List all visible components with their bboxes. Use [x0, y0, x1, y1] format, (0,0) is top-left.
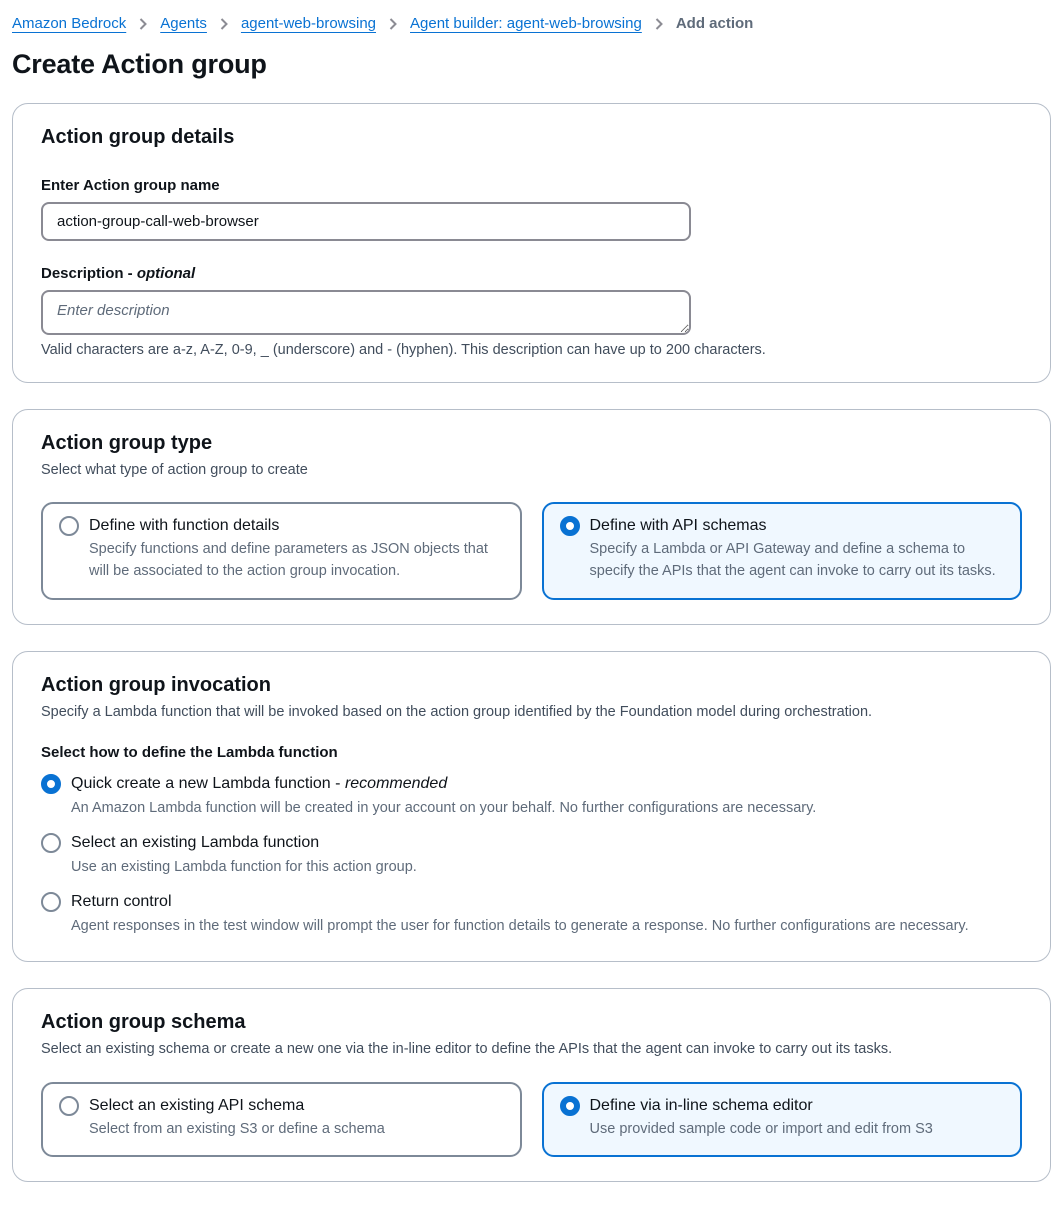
tile-description: Specify a Lambda or API Gateway and define a schema to specify the APIs that the agent can invoke to carry out its tasks.	[589, 541, 996, 580]
chevron-right-icon	[385, 16, 401, 32]
radio-unselected-icon[interactable]	[41, 892, 61, 912]
tile-define-with-function-details[interactable]	[41, 502, 522, 600]
description-textarea[interactable]	[41, 290, 691, 335]
description-optional-text: optional	[136, 265, 196, 282]
chevron-right-icon	[135, 16, 151, 32]
breadcrumb-link-agent-builder[interactable]: Agent builder: agent-web-browsing	[410, 15, 642, 32]
radio-selected-icon[interactable]	[560, 516, 580, 536]
invocation-card-title: Action group invocation	[41, 673, 271, 696]
breadcrumb-link-agents[interactable]: Agents	[160, 15, 207, 32]
option-description: An Amazon Lambda function will be created in your account on your behalf. No further configurations are necessary.	[71, 800, 817, 817]
option-label-emphasis: recommended	[344, 775, 448, 793]
breadcrumb	[12, 0, 1051, 32]
page-title: Create Action group	[12, 49, 267, 79]
type-card-subtitle: Select what type of action group to create	[41, 462, 308, 478]
schema-card-subtitle: Select an existing schema or create a new one via the in-line editor to define the APIs that the agent can invoke to carry out its tasks.	[41, 1041, 893, 1058]
action-group-schema-card	[12, 988, 1051, 1182]
option-label: Select an existing Lambda function	[71, 833, 320, 851]
option-return-control-row[interactable]	[41, 891, 1022, 913]
action-group-details-card	[12, 103, 1051, 383]
option-label-text: Quick create a new Lambda function -	[71, 775, 341, 793]
tile-description: Select from an existing S3 or define a schema	[89, 1120, 385, 1137]
description-label	[41, 265, 1022, 282]
option-description: Agent responses in the test window will prompt the user for function details to generate a response. No further configurations are necessary.	[71, 917, 969, 934]
option-description: Use an existing Lambda function for this action group.	[71, 858, 417, 875]
option-select-existing-lambda	[41, 832, 1022, 879]
option-label: Return control	[71, 892, 172, 910]
description-help-text: Valid characters are a-z, A-Z, 0-9, _ (underscore) and - (hyphen). This description can have up to 200 characters.	[41, 342, 766, 358]
radio-unselected-icon[interactable]	[59, 1096, 79, 1116]
details-card-title: Action group details	[41, 126, 235, 148]
tile-description: Use provided sample code or import and edit from S3	[589, 1120, 933, 1137]
invocation-card-subtitle: Specify a Lambda function that will be invoked based on the action group identified by the Foundation model during orchestration.	[41, 703, 873, 720]
radio-selected-icon[interactable]	[41, 774, 61, 794]
tile-label: Define with API schemas	[589, 517, 767, 535]
tile-select-existing-api-schema[interactable]	[41, 1082, 522, 1158]
tile-description: Specify functions and define parameters as JSON objects that will be associated to the action group invocation.	[89, 541, 488, 580]
breadcrumb-link-amazon-bedrock[interactable]: Amazon Bedrock	[12, 15, 127, 32]
option-select-existing-lambda-row[interactable]	[41, 832, 1022, 854]
lambda-define-group-label: Select how to define the Lambda function	[41, 744, 338, 762]
tile-define-with-api-schemas[interactable]	[542, 502, 1023, 600]
type-tiles	[41, 502, 1022, 600]
tile-label: Select an existing API schema	[89, 1096, 305, 1114]
radio-selected-icon[interactable]	[560, 1096, 580, 1116]
action-group-invocation-card	[12, 651, 1051, 963]
breadcrumb-link-agent-web-browsing[interactable]: agent-web-browsing	[240, 15, 377, 32]
tile-define-inline-schema-editor[interactable]	[542, 1082, 1023, 1158]
chevron-right-icon	[216, 16, 232, 32]
chevron-right-icon	[651, 16, 667, 32]
radio-unselected-icon[interactable]	[59, 516, 79, 536]
tile-label: Define via in-line schema editor	[589, 1096, 813, 1114]
option-return-control	[41, 891, 1022, 938]
type-card-title: Action group type	[41, 432, 213, 454]
description-label-text: Description -	[41, 265, 133, 282]
tile-label: Define with function details	[89, 517, 280, 535]
schema-card-title: Action group schema	[41, 1011, 246, 1034]
radio-unselected-icon[interactable]	[41, 833, 61, 853]
action-group-name-label: Enter Action group name	[41, 177, 220, 194]
option-label	[71, 773, 447, 795]
schema-tiles	[41, 1082, 1022, 1158]
option-quick-create-lambda	[41, 773, 1022, 820]
option-quick-create-lambda-row[interactable]	[41, 773, 1022, 795]
action-group-type-card	[12, 409, 1051, 625]
breadcrumb-current: Add action	[675, 15, 754, 32]
action-group-name-input[interactable]	[41, 202, 691, 241]
